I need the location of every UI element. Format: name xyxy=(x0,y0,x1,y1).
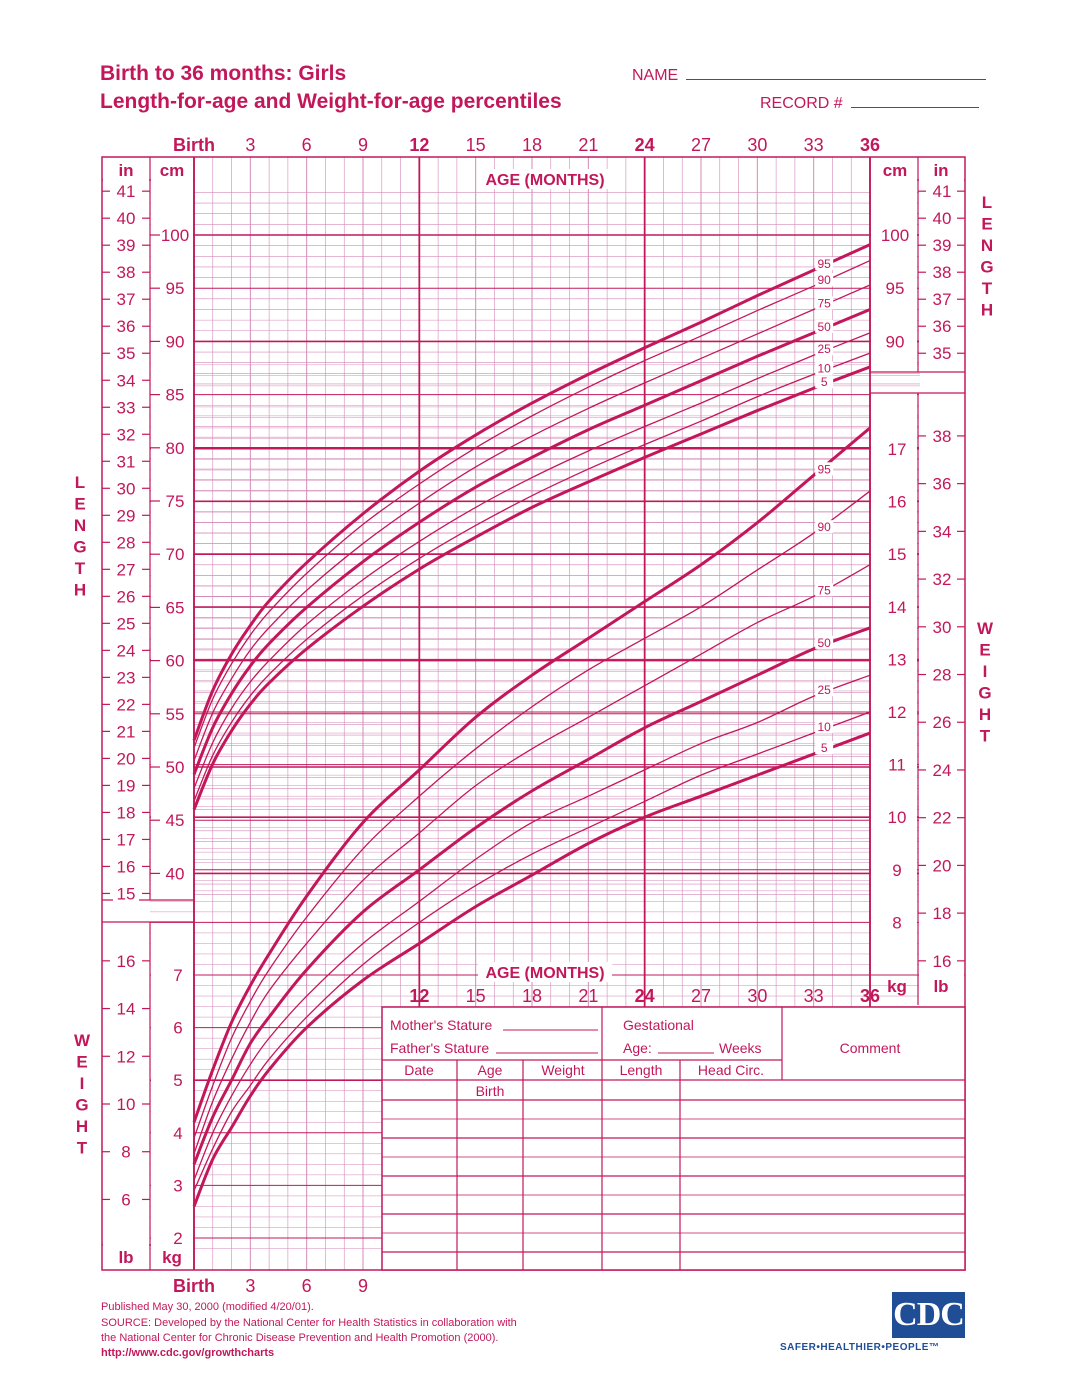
age-axis-title: AGE (MONTHS) xyxy=(485,172,605,189)
chart-title-line1: Birth to 36 months: Girls xyxy=(100,62,347,85)
in-tick-left: 27 xyxy=(116,560,136,580)
cm-tick-left: 55 xyxy=(165,704,185,724)
cm-tick-left: 40 xyxy=(165,864,185,884)
kg-tick-right: 9 xyxy=(892,860,902,880)
lb-tick-right: 32 xyxy=(932,570,952,590)
in-tick-left: 20 xyxy=(116,749,136,769)
column-header: Weight xyxy=(541,1062,585,1078)
cm-tick-left: 65 xyxy=(165,598,185,618)
cm-tick-left: 90 xyxy=(165,332,185,352)
cm-tick-left: 80 xyxy=(165,438,185,458)
birth-row-label: Birth xyxy=(475,1083,505,1099)
lb-tick-right: 26 xyxy=(932,713,952,733)
length-percentile-label: 5 xyxy=(820,375,828,390)
cm-tick-left: 85 xyxy=(165,385,185,405)
chart-title-line2: Length-for-age and Weight-for-age percentiles xyxy=(100,90,562,113)
in-tick-left: 26 xyxy=(116,587,136,607)
bottom-age-tick: 9 xyxy=(357,1276,369,1296)
lb-tick-left: 12 xyxy=(116,1047,136,1067)
kg-tick-right: 17 xyxy=(887,440,907,459)
length-percentile-label: 75 xyxy=(817,296,831,311)
in-tick-right: 41 xyxy=(932,182,952,202)
cm-tick-right: 90 xyxy=(885,332,905,352)
kg-tick-right: 8 xyxy=(892,913,902,933)
lb-tick-right: 28 xyxy=(932,665,952,685)
cm-tick-left: 70 xyxy=(165,545,185,565)
bottom-age-tick: 3 xyxy=(245,1276,256,1296)
weight-percentile-label: 50 xyxy=(817,635,831,650)
in-tick-right: 38 xyxy=(932,263,952,283)
mid-age-tick: 15 xyxy=(465,986,486,1006)
footer-url-wrap xyxy=(101,1346,274,1361)
cm-tick-right: 95 xyxy=(885,279,905,299)
in-tick-right: 35 xyxy=(932,344,952,364)
cm-tick-left: 75 xyxy=(165,492,185,511)
kg-tick-left: 5 xyxy=(173,1071,183,1091)
kg-tick-left: 6 xyxy=(173,1018,183,1038)
bottom-age-tick: Birth xyxy=(173,1276,215,1296)
cdc-logo: CDC xyxy=(892,1292,965,1338)
bottom-age-tick: 6 xyxy=(301,1276,312,1296)
top-age-tick: 33 xyxy=(803,135,824,155)
in-tick-left: 35 xyxy=(116,344,136,364)
unit-kg-right: kg xyxy=(887,977,907,996)
weight-percentile-label: 90 xyxy=(817,520,831,535)
lb-tick-left: 8 xyxy=(121,1142,131,1162)
lb-tick-right: 36 xyxy=(932,474,952,494)
svg-text:T: T xyxy=(76,1138,88,1158)
column-header: Length xyxy=(619,1062,663,1078)
weight-percentile-label: 10 xyxy=(817,720,831,735)
lb-tick-right: 30 xyxy=(932,617,952,637)
svg-text:W: W xyxy=(73,1031,91,1050)
in-tick-left: 16 xyxy=(116,857,136,877)
svg-text:H: H xyxy=(978,705,992,724)
lb-tick-right: 16 xyxy=(932,951,952,971)
unit-in-right: in xyxy=(933,161,949,180)
age-axis-title: AGE (MONTHS) xyxy=(485,965,605,982)
lb-tick-right: 24 xyxy=(932,760,952,780)
mothers-stature-label: Mother's Stature xyxy=(390,1017,493,1033)
footer-published: Published May 30, 2000 (modified 4/20/01). xyxy=(101,1301,314,1313)
weight-percentile-label: 5 xyxy=(820,741,828,756)
in-tick-left: 24 xyxy=(116,641,136,661)
footer-url-link[interactable]: http://www.cdc.gov/growthcharts xyxy=(101,1347,275,1359)
top-age-tick: 36 xyxy=(859,135,881,155)
lb-tick-right: 20 xyxy=(932,856,952,876)
in-tick-left: 17 xyxy=(116,830,136,850)
kg-tick-left: 7 xyxy=(173,966,183,985)
in-tick-right: 39 xyxy=(932,236,952,256)
column-header: Head Circ. xyxy=(697,1062,765,1078)
lb-tick-left: 16 xyxy=(116,951,136,971)
svg-text:L: L xyxy=(981,193,993,212)
unit-cm-right: cm xyxy=(882,161,908,180)
svg-text:E: E xyxy=(76,1052,88,1072)
name-label: NAME xyxy=(632,67,679,84)
top-age-tick: 27 xyxy=(690,135,712,155)
in-tick-right: 36 xyxy=(932,317,952,337)
in-tick-left: 41 xyxy=(116,182,136,202)
in-tick-left: 36 xyxy=(116,317,136,337)
weight-title-left xyxy=(74,1031,91,1158)
in-tick-left: 25 xyxy=(116,614,136,634)
weight-title-right xyxy=(977,619,994,746)
length-title-left xyxy=(73,473,86,600)
record-label: RECORD # xyxy=(760,95,843,112)
mid-age-tick: 24 xyxy=(634,986,655,1006)
lb-tick-right: 18 xyxy=(932,904,952,924)
footer-source-2: the National Center for Chronic Disease Prevention and Health Promotion (2000). xyxy=(101,1332,499,1344)
svg-text:T: T xyxy=(981,279,993,298)
svg-text:I: I xyxy=(79,1074,85,1093)
svg-text:E: E xyxy=(979,640,991,660)
kg-tick-right: 11 xyxy=(888,755,906,775)
svg-text:N: N xyxy=(73,516,87,535)
svg-text:L: L xyxy=(74,473,86,492)
in-tick-right: 40 xyxy=(932,209,952,229)
in-tick-left: 15 xyxy=(116,884,136,904)
length-percentile-label: 95 xyxy=(817,257,831,272)
svg-text:G: G xyxy=(75,1095,89,1115)
top-age-tick: 30 xyxy=(747,135,768,155)
svg-text:G: G xyxy=(73,537,87,557)
cm-tick-left: 60 xyxy=(165,651,185,671)
in-tick-left: 38 xyxy=(116,263,136,283)
in-tick-left: 37 xyxy=(116,290,136,310)
mid-age-tick: 30 xyxy=(747,986,768,1006)
weight-percentile-label: 25 xyxy=(817,683,831,698)
cm-tick-left: 95 xyxy=(165,279,185,299)
column-header: Date xyxy=(404,1062,434,1078)
kg-tick-right: 10 xyxy=(887,808,907,828)
mid-age-tick: 18 xyxy=(521,986,543,1006)
svg-text:T: T xyxy=(979,726,991,746)
cm-tick-left: 100 xyxy=(160,226,190,245)
lb-tick-left: 10 xyxy=(116,1095,136,1114)
in-tick-left: 18 xyxy=(116,803,136,823)
svg-text:T: T xyxy=(74,559,86,578)
in-tick-left: 39 xyxy=(116,236,136,256)
length-percentile-label: 10 xyxy=(817,361,831,376)
svg-text:H: H xyxy=(73,580,87,600)
svg-text:G: G xyxy=(980,257,994,277)
svg-text:I: I xyxy=(982,662,988,681)
svg-text:W: W xyxy=(976,619,994,638)
in-tick-left: 29 xyxy=(116,506,136,526)
svg-text:H: H xyxy=(980,300,994,320)
lb-tick-right: 38 xyxy=(932,426,952,446)
kg-tick-right: 13 xyxy=(887,650,907,670)
kg-tick-right: 14 xyxy=(887,597,907,617)
in-tick-left: 19 xyxy=(116,776,136,796)
weeks-label: Weeks xyxy=(719,1040,762,1056)
in-tick-left: 33 xyxy=(116,398,136,418)
unit-lb-left: lb xyxy=(118,1248,134,1267)
kg-tick-left: 2 xyxy=(173,1229,183,1248)
svg-text:H: H xyxy=(75,1117,89,1136)
top-age-tick: 15 xyxy=(465,135,486,155)
length-percentile-label: 25 xyxy=(817,342,831,357)
cm-tick-left: 50 xyxy=(165,758,185,777)
gestational-age-label: Age: xyxy=(623,1040,652,1056)
lb-tick-right: 22 xyxy=(932,808,952,828)
top-age-tick: Birth xyxy=(173,135,215,155)
mid-age-tick: 33 xyxy=(803,986,824,1006)
column-header: Age xyxy=(477,1062,503,1078)
comment-header: Comment xyxy=(839,1040,901,1056)
svg-text:N: N xyxy=(980,236,994,255)
in-tick-left: 40 xyxy=(116,209,136,229)
in-tick-left: 22 xyxy=(116,695,136,715)
in-tick-left: 32 xyxy=(116,425,136,445)
unit-cm-left: cm xyxy=(159,161,185,180)
mid-age-tick: 27 xyxy=(690,986,712,1006)
in-tick-left: 34 xyxy=(116,371,136,391)
lb-tick-left: 6 xyxy=(121,1190,131,1210)
top-age-tick: 21 xyxy=(578,135,599,155)
fathers-stature-label: Father's Stature xyxy=(390,1040,490,1056)
footer-source-1: SOURCE: Developed by the National Center for Health Statistics in collaboration with xyxy=(101,1317,517,1329)
gestational-label: Gestational xyxy=(623,1017,694,1033)
kg-tick-right: 16 xyxy=(887,492,907,512)
lb-tick-right: 34 xyxy=(932,522,952,542)
svg-text:G: G xyxy=(978,683,992,703)
cm-tick-left: 45 xyxy=(165,811,185,831)
top-age-tick: 18 xyxy=(521,135,543,155)
unit-lb-right: lb xyxy=(933,977,949,996)
in-tick-left: 30 xyxy=(116,479,136,499)
in-tick-right: 37 xyxy=(932,290,952,310)
svg-text:E: E xyxy=(74,494,86,514)
kg-tick-left: 4 xyxy=(173,1123,183,1143)
top-age-tick: 12 xyxy=(409,135,430,155)
kg-tick-left: 3 xyxy=(173,1176,183,1196)
top-age-tick: 3 xyxy=(245,135,256,155)
top-age-tick: 24 xyxy=(634,135,655,155)
top-age-tick: 9 xyxy=(357,135,369,155)
in-tick-left: 23 xyxy=(116,668,136,688)
in-tick-left: 31 xyxy=(116,452,136,472)
unit-kg-left: kg xyxy=(162,1248,182,1267)
length-percentile-label: 50 xyxy=(817,319,831,334)
top-age-tick: 6 xyxy=(301,135,312,155)
mid-age-tick: 36 xyxy=(859,986,881,1006)
in-tick-left: 21 xyxy=(116,722,136,742)
svg-text:E: E xyxy=(981,214,993,234)
length-percentile-label: 90 xyxy=(817,273,831,288)
weight-percentile-label: 75 xyxy=(817,583,831,598)
kg-tick-right: 15 xyxy=(887,545,907,565)
mid-age-tick: 21 xyxy=(578,986,599,1006)
mid-age-tick: 12 xyxy=(409,986,430,1006)
cm-tick-right: 100 xyxy=(880,226,910,245)
lb-tick-left: 14 xyxy=(116,999,136,1019)
length-title-right xyxy=(980,193,993,320)
cdc-tagline: SAFER•HEALTHIER•PEOPLE™ xyxy=(780,1342,940,1353)
weight-percentile-label: 95 xyxy=(817,462,831,477)
kg-tick-right: 12 xyxy=(887,703,907,722)
unit-in-left: in xyxy=(118,161,134,180)
in-tick-left: 28 xyxy=(116,533,136,553)
